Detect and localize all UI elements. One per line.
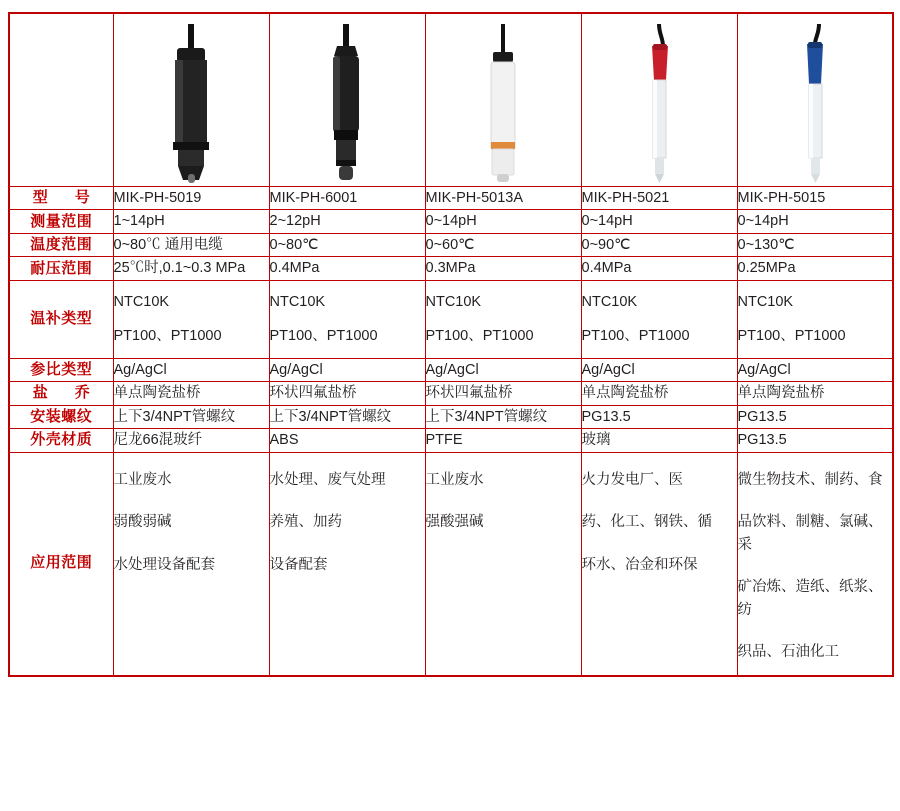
temp-comp-line: NTC10K (581, 293, 638, 310)
cell-range-1: 1~14pH (113, 210, 269, 233)
table-row-images (9, 13, 893, 187)
row-label-pressure: 耐压范围 (9, 257, 113, 280)
row-label-model: 型 号 (9, 187, 113, 210)
cell-temperature-5: 0~130℃ (737, 233, 893, 256)
cell-pressure-4: 0.4MPa (581, 257, 737, 280)
application-line: 织品、石油化工 (737, 644, 839, 661)
temp-comp-line: NTC10K (737, 293, 794, 310)
cell-temp-compensation-3 (425, 280, 581, 358)
application-line: 品饮料、制糖、氯碱、采 (737, 514, 883, 553)
cell-model-2: MIK-PH-6001 (269, 187, 425, 210)
row-label-temp-compensation: 温补类型 (9, 280, 113, 358)
row-label-thread: 安装螺纹 (9, 405, 113, 428)
application-line: 环水、冶金和环保 (581, 556, 698, 573)
row-label-images (9, 13, 113, 187)
cell-temp-compensation-2 (269, 280, 425, 358)
application-line: 火力发电厂、医 (581, 471, 683, 488)
cell-application-4 (581, 452, 737, 675)
ph-probe-spec-table (8, 12, 894, 677)
application-line: 药、化工、钢铁、循 (581, 514, 712, 531)
application-line: 微生物技术、制药、食 (737, 471, 883, 488)
temp-comp-line: PT100、PT1000 (581, 328, 690, 345)
cell-model-4: MIK-PH-5021 (581, 187, 737, 210)
ph-probe-red-cap-glass-icon (582, 16, 737, 184)
table-row-range (9, 210, 893, 233)
temp-comp-line: NTC10K (113, 293, 170, 310)
cell-thread-1: 上下3/4NPT管螺纹 (113, 405, 269, 428)
cell-housing-4: 玻璃 (581, 429, 737, 452)
cell-pressure-5: 0.25MPa (737, 257, 893, 280)
cell-housing-2: ABS (269, 429, 425, 452)
ph-probe-black-industrial-icon (114, 16, 269, 184)
cell-application-5 (737, 452, 893, 675)
cell-temperature-1: 0~80℃ 通用电缆 (113, 233, 269, 256)
table-row-temperature (9, 233, 893, 256)
probe-image-cell-3 (425, 13, 581, 187)
application-line: 水处理、废气处理 (269, 471, 386, 488)
row-label-housing: 外壳材质 (9, 429, 113, 452)
row-label-temperature: 温度范围 (9, 233, 113, 256)
table-row-pressure (9, 257, 893, 280)
cell-salt-bridge-2: 环状四氟盐桥 (269, 382, 425, 405)
temp-comp-line: PT100、PT1000 (425, 328, 534, 345)
cell-model-5: MIK-PH-5015 (737, 187, 893, 210)
temp-comp-line: PT100、PT1000 (737, 328, 846, 345)
cell-thread-5: PG13.5 (737, 405, 893, 428)
cell-salt-bridge-3: 环状四氟盐桥 (425, 382, 581, 405)
cell-application-1 (113, 452, 269, 675)
application-line: 弱酸弱碱 (113, 514, 172, 531)
cell-pressure-1: 25℃时,0.1~0.3 MPa (113, 257, 269, 280)
ph-probe-white-ptfe-icon (426, 16, 581, 184)
cell-salt-bridge-4: 单点陶瓷盐桥 (581, 382, 737, 405)
cell-application-3 (425, 452, 581, 675)
application-line: 矿冶炼、造纸、纸浆、纺 (737, 579, 883, 618)
temp-comp-line: PT100、PT1000 (269, 328, 378, 345)
cell-range-2: 2~12pH (269, 210, 425, 233)
application-line: 工业废水 (425, 471, 484, 488)
row-label-range: 测量范围 (9, 210, 113, 233)
cell-reference-1: Ag/AgCl (113, 358, 269, 381)
ph-probe-black-slim-icon (270, 16, 425, 184)
cell-application-2 (269, 452, 425, 675)
probe-image-cell-2 (269, 13, 425, 187)
cell-pressure-3: 0.3MPa (425, 257, 581, 280)
ph-probe-blue-cap-glass-icon (738, 16, 893, 184)
cell-housing-5: PG13.5 (737, 429, 893, 452)
application-line: 设备配套 (269, 556, 328, 573)
cell-reference-4: Ag/AgCl (581, 358, 737, 381)
cell-reference-3: Ag/AgCl (425, 358, 581, 381)
cell-temperature-4: 0~90℃ (581, 233, 737, 256)
temp-comp-line: NTC10K (269, 293, 326, 310)
cell-thread-4: PG13.5 (581, 405, 737, 428)
cell-salt-bridge-1: 单点陶瓷盐桥 (113, 382, 269, 405)
cell-range-5: 0~14pH (737, 210, 893, 233)
cell-range-3: 0~14pH (425, 210, 581, 233)
row-label-application: 应用范围 (9, 452, 113, 675)
application-line: 养殖、加药 (269, 514, 342, 531)
temp-comp-line: PT100、PT1000 (113, 328, 222, 345)
cell-thread-3: 上下3/4NPT管螺纹 (425, 405, 581, 428)
application-line: 水处理设备配套 (113, 556, 215, 573)
probe-image-cell-5 (737, 13, 893, 187)
cell-housing-3: PTFE (425, 429, 581, 452)
cell-temp-compensation-5 (737, 280, 893, 358)
row-label-salt-bridge: 盐 乔 (9, 382, 113, 405)
application-line: 强酸强碱 (425, 514, 484, 531)
table-row-model (9, 187, 893, 210)
table-row-housing (9, 429, 893, 452)
cell-reference-5: Ag/AgCl (737, 358, 893, 381)
cell-temp-compensation-4 (581, 280, 737, 358)
temp-comp-line: NTC10K (425, 293, 482, 310)
table-row-thread (9, 405, 893, 428)
table-row-reference (9, 358, 893, 381)
cell-temperature-2: 0~80℃ (269, 233, 425, 256)
table-row-salt-bridge (9, 382, 893, 405)
probe-image-cell-1 (113, 13, 269, 187)
cell-pressure-2: 0.4MPa (269, 257, 425, 280)
table-row-temp-compensation (9, 280, 893, 358)
table-row-application (9, 452, 893, 675)
probe-image-cell-4 (581, 13, 737, 187)
application-line: 工业废水 (113, 471, 172, 488)
cell-model-3: MIK-PH-5013A (425, 187, 581, 210)
cell-range-4: 0~14pH (581, 210, 737, 233)
cell-temp-compensation-1 (113, 280, 269, 358)
row-label-reference: 参比类型 (9, 358, 113, 381)
cell-housing-1: 尼龙66混玻纤 (113, 429, 269, 452)
cell-salt-bridge-5: 单点陶瓷盐桥 (737, 382, 893, 405)
cell-temperature-3: 0~60℃ (425, 233, 581, 256)
cell-reference-2: Ag/AgCl (269, 358, 425, 381)
cell-thread-2: 上下3/4NPT管螺纹 (269, 405, 425, 428)
cell-model-1: MIK-PH-5019 (113, 187, 269, 210)
